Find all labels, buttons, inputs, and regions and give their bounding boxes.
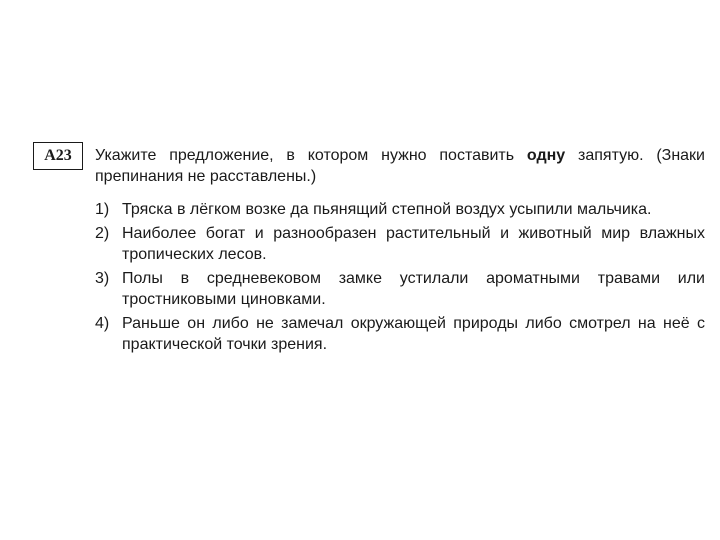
option-number: 1) [95,201,110,218]
option-text: Тряска в лёгком возке да пьянящий степной воздух усыпили мальчика. [122,201,652,218]
answer-option-4[interactable] [95,313,705,355]
answer-option-1[interactable] [95,199,705,220]
task-number-box [33,142,83,170]
answer-option-3[interactable] [95,268,705,310]
task-prompt-emphasis: одну [526,147,566,164]
task-prompt-start: Укажите предложение, в котором нужно поставить [95,147,527,164]
task-prompt [95,145,705,187]
option-text: Раньше он либо не замечал окружающей природы либо смотрел на неё с практической точки зрения. [122,315,705,353]
answer-options-list [95,199,705,358]
option-text: Наиболее богат и разнообразен растительный и животный мир влажных тропических лесов. [122,225,705,263]
answer-option-2[interactable] [95,223,705,265]
task-number: A23 [44,147,72,164]
option-number: 2) [95,225,110,242]
option-number: 3) [95,270,110,287]
option-text: Полы в средневековом замке устилали ароматными травами или тростниковыми циновками. [122,270,705,308]
option-number: 4) [95,315,110,332]
task-prompt-end: запятую. (Знаки препинания не расставлены.) [95,147,705,185]
